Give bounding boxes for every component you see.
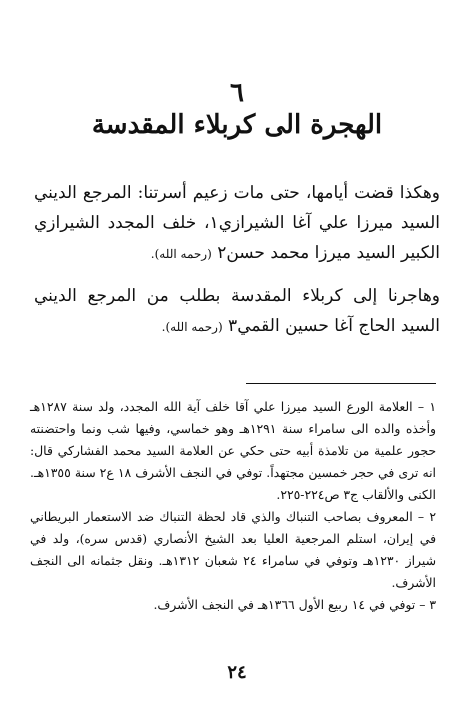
footnote-divider — [246, 383, 436, 384]
body-paragraph-2 — [34, 281, 440, 342]
page-number: ٢٤ — [227, 662, 247, 683]
footnote-3: ٣ – توفي في ١٤ ربيع الأول ١٣٦٦هـ في النجف الأشرف. — [153, 597, 436, 612]
chapter-title: الهجرة الى كربلاء المقدسة — [91, 110, 383, 140]
body-paragraph-1 — [34, 178, 440, 269]
paragraph-1-text: وهكذا قضت أيامها، حتى مات زعيم أسرتنا: المرجع الديني السيد ميرزا علي آغا الشيرازي١، خلف المجدد الشيرازي الكبير السيد ميرزا محمد حسن٢ — [34, 183, 440, 263]
footnote-1: ١ – العلامة الورع السيد ميرزا علي آقا خلف آية الله المجدد، ولد سنة ١٢٨٧هـ وأخذه والده الى سامراء سنة ١٢٩١هـ وهو خماسي، وفيها شب ونما واحتضنته حجور علمية من تلامذة أبيه حتى حكي عن العلامة السيد محمد الفشاركي قال: انه ترى في حجر خمسين مجتهداً. توفي في النجف الأشرف ١٨ ع٢ سنة ١٣٥٥هـ. الكنى والألقاب ج٣ ص٢٢٤-٢٢٥. — [30, 399, 436, 502]
footnotes — [30, 396, 436, 616]
body-text — [34, 178, 440, 342]
paragraph-2-note: (رحمه الله). — [161, 320, 223, 334]
chapter-number: ٦ — [230, 78, 244, 108]
paragraph-2-text: وهاجرنا إلى كربلاء المقدسة بطلب من المرجع الديني السيد الحاج آغا حسين القمي٣ — [34, 286, 440, 336]
footnote-2: ٢ – المعروف بصاحب التنباك والذي قاد لحظة التنباك ضد الاستعمار البريطاني في إيران، استلم المرجعية العليا بعد الشيخ الأنصاري (قدس سره)، ولد في شيراز ١٢٣٠هـ وتوفي في سامراء ٢٤ شعبان ١٣١٢هـ. ونقل جثمانه الى النجف الأشرف. — [30, 509, 437, 590]
paragraph-1-note: (رحمه الله). — [150, 247, 212, 261]
